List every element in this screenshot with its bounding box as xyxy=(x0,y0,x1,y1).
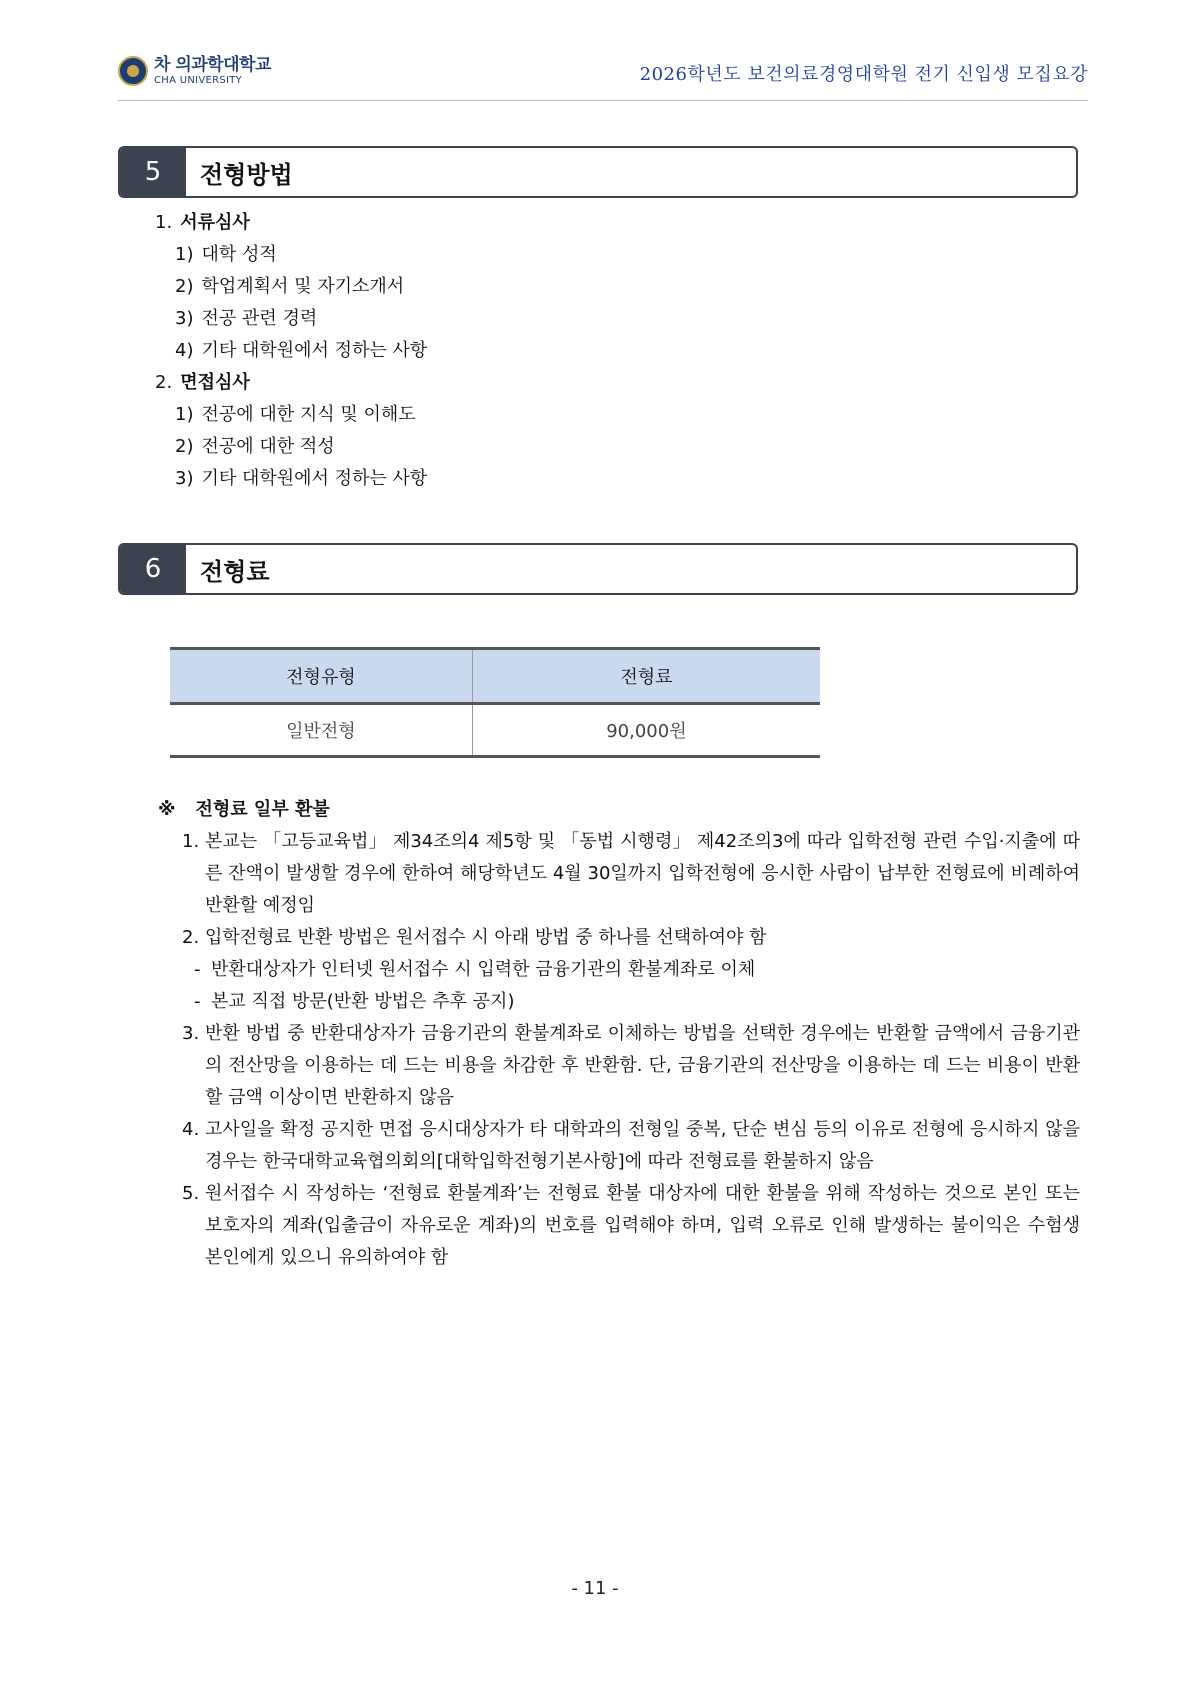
logo-korean-name: 차 의과학대학교 xyxy=(154,54,271,75)
section-5-number: 5 xyxy=(120,148,186,196)
notice-item: 3. 반환 방법 중 반환대상자가 금융기관의 환불계좌로 이체하는 방법을 선택한 경우에는 반환할 금액에서 금융기관의 전산망을 이용하는 데 드는 비용을 차감한 후 반환함. 단, 금융기관의 전산망을 이용하는 데 드는 비용이 반환할 금액 이상이면 반환하지 않음 xyxy=(182,1023,1080,1108)
page-header xyxy=(118,54,1088,101)
table-cell-type: 일반전형 xyxy=(170,704,472,757)
list-item: 2) 학업계획서 및 자기소개서 xyxy=(175,276,405,297)
table-row xyxy=(170,704,820,757)
table-cell-fee: 90,000원 xyxy=(472,704,820,757)
notice-sub-item: - 본교 직접 방문(반환 방법은 추후 공지) xyxy=(194,991,515,1012)
list-group-interview: 2. 면접심사 xyxy=(155,372,250,393)
document-title: 2026학년도 보건의료경영대학원 전기 신입생 모집요강 xyxy=(639,64,1088,85)
application-fee-table xyxy=(170,647,820,758)
list-group-label: 면접심사 xyxy=(180,372,250,393)
list-item: 3) 기타 대학원에서 정하는 사항 xyxy=(175,468,428,489)
list-item: 3) 전공 관련 경력 xyxy=(175,308,318,329)
list-item: 4) 기타 대학원에서 정하는 사항 xyxy=(175,340,428,361)
section-5-banner xyxy=(118,146,1078,198)
list-item: 1) 전공에 대한 지식 및 이해도 xyxy=(175,404,416,425)
reference-mark-icon: ※ xyxy=(158,799,176,820)
university-logo xyxy=(118,56,271,86)
notice-item: 1. 본교는 「고등교육법」 제34조의4 제5항 및 「동법 시행령」 제42조의3에 따라 입학전형 관련 수입·지출에 따른 잔액이 발생할 경우에 한하여 해당학년도 4월 30일까지 입학전형에 응시한 사람이 납부한 전형료에 비례하여 반환할 예정임 xyxy=(182,831,1080,916)
logo-english-name: CHA UNIVERSITY xyxy=(154,74,243,86)
university-seal-icon xyxy=(118,56,148,86)
notice-item: 4. 고사일을 확정 공지한 면접 응시대상자가 타 대학과의 전형일 중복, 단순 변심 등의 이유로 전형에 응시하지 않을 경우는 한국대학교육협의회의[대학입학전형기본사항]에 따라 전형료를 환불하지 않음 xyxy=(182,1119,1080,1172)
table-header-type: 전형유형 xyxy=(170,649,472,704)
refund-notice-title: ※ 전형료 일부 환불 xyxy=(158,799,330,820)
notice-sub-item: - 반환대상자가 인터넷 원서접수 시 입력한 금융기관의 환불계좌로 이체 xyxy=(194,959,756,980)
notice-item: 5. 원서접수 시 작성하는 ‘전형료 환불계좌’는 전형료 환불 대상자에 대한 환불을 위해 작성하는 것으로 본인 또는 보호자의 계좌(입출금이 자유로운 계좌)의 번호를 입력해야 하며, 입력 오류로 인해 발생하는 불이익은 수험생 본인에게 있으니 유의하여야 함 xyxy=(182,1183,1080,1268)
notice-item: 2. 입학전형료 반환 방법은 원서접수 시 아래 방법 중 하나를 선택하여야 함 xyxy=(182,927,767,948)
section-5-title: 전형방법 xyxy=(200,160,293,189)
table-header-row xyxy=(170,649,820,704)
list-item: 1) 대학 성적 xyxy=(175,244,277,265)
section-6-number: 6 xyxy=(120,545,186,593)
section-6-banner xyxy=(118,543,1078,595)
refund-notice xyxy=(158,794,1080,1274)
section-6-title: 전형료 xyxy=(200,557,270,586)
selection-method-list xyxy=(155,207,427,495)
page-number: - 11 - xyxy=(571,1578,619,1599)
table-header-fee: 전형료 xyxy=(472,649,820,704)
list-group-label: 서류심사 xyxy=(180,212,250,233)
list-item: 2) 전공에 대한 적성 xyxy=(175,436,335,457)
list-group-document-review: 1. 서류심사 xyxy=(155,212,250,233)
